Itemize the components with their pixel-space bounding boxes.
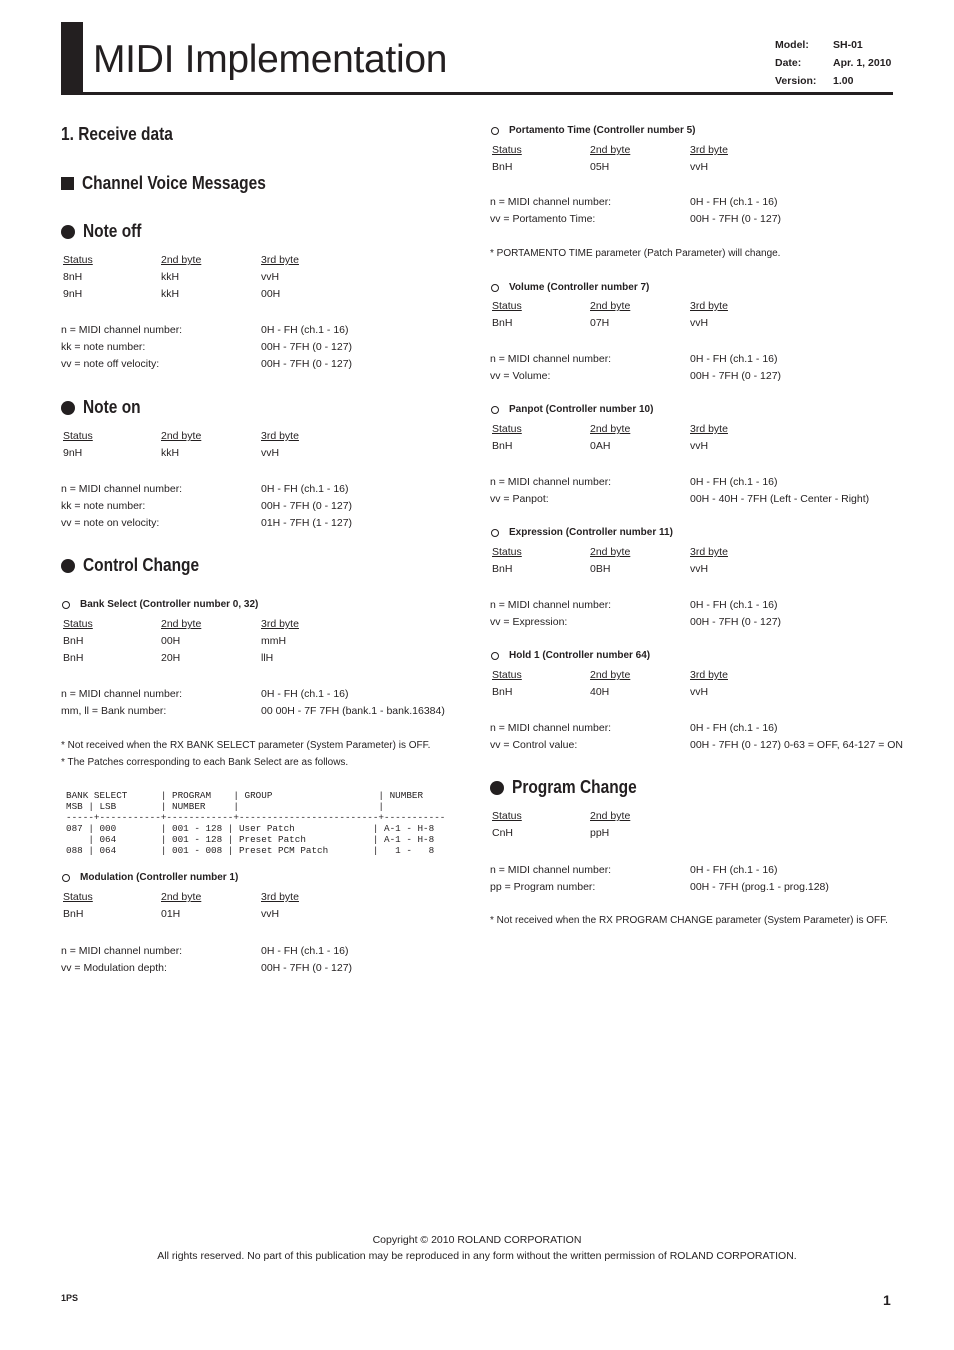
bank-select-definitions: n = MIDI channel number: 0H - FH (ch.1 - 16) mm, ll = Bank number: 00 00H - 7F 7FH (bank.1 - bank.16384) (61, 688, 445, 717)
panpot-definitions: n = MIDI channel number: 0H - FH (ch.1 - 16) vv = Panpot: 00H - 40H - 7FH (Left - Center - Right) (490, 476, 870, 505)
table-row: BnH 07H vvH (492, 317, 709, 329)
table-row: BnH 20H llH (63, 652, 274, 664)
modulation-title: Modulation (Controller number 1) (61, 872, 238, 883)
control-change-heading: Control Change (61, 555, 218, 576)
ring-bullet-icon (491, 652, 499, 660)
bank-select-title: Bank Select (Controller number 0, 32) (61, 599, 258, 610)
hold-table: Status 2nd byte 3rd byte BnH 40H vvH (490, 667, 790, 701)
table-row: BnH 05H vvH (492, 161, 709, 173)
note-off-definitions: n = MIDI channel number: 0H - FH (ch.1 - 16) kk = note number: 00H - 7FH (0 - 127) vv = note off velocity: 00H - 7FH (0 - 127) (61, 324, 353, 370)
meta-value: 1.00 (833, 75, 854, 87)
note-on-heading: Note on (61, 397, 150, 418)
section-heading: 1. Receive data (61, 124, 173, 144)
copyright-line: Copyright © 2010 ROLAND CORPORATION (372, 1234, 582, 1246)
table-row: BnH 00H mmH (63, 635, 287, 647)
circle-bullet-icon (61, 559, 75, 573)
expression-title: Expression (Controller number 11) (490, 527, 673, 538)
table-row: 9nH kkH 00H (63, 288, 281, 300)
table-row: BnH 0AH vvH (492, 440, 709, 452)
portamento-note: * PORTAMENTO TIME parameter (Patch Parameter) will change. (490, 248, 781, 259)
circle-bullet-icon (490, 781, 504, 795)
portamento-table: Status 2nd byte 3rd byte BnH 05H vvH (490, 142, 790, 176)
ring-bullet-icon (491, 406, 499, 414)
note-on-table: Status 2nd byte 3rd byte 9nH kkH vvH (61, 428, 361, 462)
note-on-definitions: n = MIDI channel number: 0H - FH (ch.1 - 16) kk = note number: 00H - 7FH (0 - 127) vv = note on velocity: 01H - 7FH (1 - 127) (61, 483, 353, 529)
program-change-definitions: n = MIDI channel number: 0H - FH (ch.1 - 16) pp = Program number: 00H - 7FH (prog.1 - prog.128) (490, 864, 829, 893)
ring-bullet-icon (491, 529, 499, 537)
modulation-table: Status 2nd byte 3rd byte BnH 01H vvH (61, 889, 361, 923)
table-row: BnH 40H vvH (492, 686, 709, 698)
expression-definitions: n = MIDI channel number: 0H - FH (ch.1 - 16) vv = Expression: 00H - 7FH (0 - 127) (490, 599, 782, 628)
hold-definitions: n = MIDI channel number: 0H - FH (ch.1 - 16) vv = Control value: 00H - 7FH (0 - 127) 0-63 = OFF, 64-127 = ON (490, 722, 904, 751)
table-row: BnH 01H vvH (63, 908, 280, 920)
table-row: 8nH kkH vvH (63, 271, 280, 283)
page-number: 1 (883, 1292, 891, 1308)
ring-bullet-icon (62, 874, 70, 882)
circle-bullet-icon (61, 401, 75, 415)
circle-bullet-icon (61, 225, 75, 239)
meta-value: Apr. 1, 2010 (833, 57, 892, 69)
program-change-heading: Program Change (490, 777, 657, 798)
bank-select-notes: * Not received when the RX BANK SELECT parameter (System Parameter) is OFF. * The Patches corresponding to each Bank Select are as follows. (61, 740, 431, 768)
panpot-table: Status 2nd byte 3rd byte BnH 0AH vvH (490, 421, 790, 455)
bank-select-table: Status 2nd byte 3rd byte BnH 00H mmH BnH 20H llH (61, 616, 361, 667)
header-bar (61, 22, 83, 94)
program-change-note: * Not received when the RX PROGRAM CHANGE parameter (System Parameter) is OFF. (490, 915, 888, 926)
table-row: CnH ppH (492, 827, 610, 839)
category-heading: Channel Voice Messages (61, 173, 296, 194)
hold-title: Hold 1 (Controller number 64) (490, 650, 650, 661)
header-rule (61, 92, 893, 95)
page-title: MIDI Implementation (93, 38, 448, 81)
volume-table: Status 2nd byte 3rd byte BnH 07H vvH (490, 298, 790, 332)
ring-bullet-icon (491, 127, 499, 135)
modulation-definitions: n = MIDI channel number: 0H - FH (ch.1 - 16) vv = Modulation depth: 00H - 7FH (0 - 127) (61, 945, 353, 974)
copyright-block (0, 1232, 954, 1264)
program-change-table: Status 2nd byte CnH ppH (490, 808, 690, 842)
table-row: 9nH kkH vvH (63, 447, 280, 459)
expression-table: Status 2nd byte 3rd byte BnH 0BH vvH (490, 544, 790, 578)
ring-bullet-icon (491, 284, 499, 292)
document-meta (775, 36, 891, 90)
bank-select-patch-table: BANK SELECT | PROGRAM | GROUP | NUMBER MSB | LSB | NUMBER | | -----+-----------+------------+-------------------------+----------- 087 | 000 | 001 - 128 | User Patch | A-1 - H-8 | 064 | 001 - 128 | Preset Patch | A-1 - H-8 088 | 064 | 001 - 008 | Preset PCM Patch | 1 - 8 (66, 790, 446, 856)
meta-key: Version: (775, 75, 817, 87)
meta-key: Model: (775, 39, 809, 51)
ring-bullet-icon (62, 601, 70, 609)
volume-definitions: n = MIDI channel number: 0H - FH (ch.1 - 16) vv = Volume: 00H - 7FH (0 - 127) (490, 353, 782, 382)
square-bullet-icon (61, 177, 74, 190)
meta-value: SH-01 (833, 39, 863, 51)
rights-line: All rights reserved. No part of this publication may be reproduced in any form without the written permission of ROLAND CORPORATION. (157, 1250, 797, 1262)
meta-key: Date: (775, 57, 802, 69)
volume-title: Volume (Controller number 7) (490, 282, 649, 293)
note-off-heading: Note off (61, 221, 151, 242)
portamento-definitions: n = MIDI channel number: 0H - FH (ch.1 - 16) vv = Portamento Time: 00H - 7FH (0 - 127) (490, 196, 782, 225)
document-code: 1PS (61, 1293, 79, 1303)
panpot-title: Panpot (Controller number 10) (490, 404, 653, 415)
note-off-table: Status 2nd byte 3rd byte 8nH kkH vvH 9nH kkH 00H (61, 252, 361, 303)
table-row: BnH 0BH vvH (492, 563, 709, 575)
portamento-title: Portamento Time (Controller number 5) (490, 125, 696, 136)
